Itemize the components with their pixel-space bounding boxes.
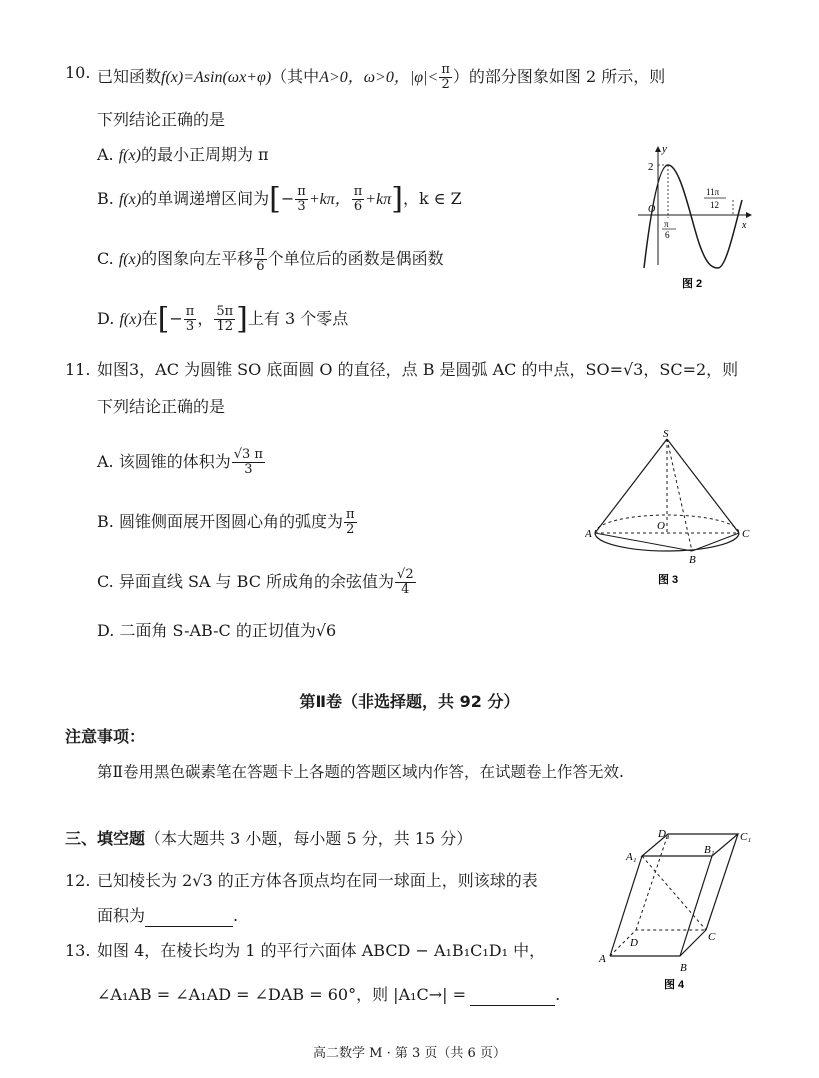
q11-stem: 如图3，AC 为圆锥 SO 底面圆 O 的直径，点 B 是圆弧 AC 的中点，SO=√3，SC=2，则: [97, 360, 739, 379]
q10-stem-frac: $\frac{\pi}{2}$: [441, 62, 450, 92]
q10-stem-c: A>0，ω>0，|φ|<: [319, 69, 439, 86]
fig3-AB: [595, 533, 692, 551]
fig4-base-visible: [610, 930, 706, 956]
fig2-caption: 图 2: [682, 278, 703, 290]
figure-4: [598, 826, 763, 996]
fig2-eleven-num: 11π: [706, 187, 720, 197]
fig4-B: B: [680, 962, 687, 974]
fig2-tick-2: 2: [648, 161, 654, 173]
q11-option-a: A. 该圆锥的体积为 $\frac{√3 \pi}{3}$: [97, 447, 263, 477]
q10-stem-a: 已知函数: [97, 67, 162, 86]
fig2-x-arrow: [746, 212, 752, 218]
q10-option-b: B. f(x)的单调递增区间为[− $\frac{\pi}{3}$ +kπ， $\frac{\pi}{6}$ +kπ]，k ∈ Z: [97, 181, 462, 217]
fig2-x-label: x: [742, 220, 747, 231]
q10-option-c: C. f(x)的图象向左平移 $\frac{\pi}{6}$ 个单位后的函数是偶函数: [97, 244, 444, 274]
q13-number: 13.: [65, 941, 91, 960]
fig2-curve: [644, 165, 742, 268]
q11-stem-line2: 下列结论正确的是: [97, 397, 226, 416]
fig3-O: O: [657, 520, 665, 532]
q10-option-a: A. f(x)的最小正周期为 π: [97, 145, 269, 164]
fig4-B1: B₁: [704, 844, 715, 856]
notice-title: 注意事项：: [65, 727, 146, 746]
fig2-pi-num: π: [664, 219, 669, 229]
q10-number: 10.: [65, 63, 91, 82]
q11-option-c: C. 异面直线 SA 与 BC 所成角的余弦值为 $\frac{√2}{4}$: [97, 567, 414, 597]
q11-number: 11.: [65, 360, 91, 379]
fig4-DD1: [636, 834, 668, 930]
fig4-C1: C₁: [740, 831, 752, 843]
fig3-A: A: [585, 528, 592, 540]
q10-option-d: D. f(x)在[− $\frac{\pi}{3}$ ， $\frac{5\pi}{12}$ ]上有 3 个零点: [97, 301, 349, 337]
q13-text1: 如图 4，在棱长均为 1 的平行六面体 ABCD − A₁B₁C₁D₁ 中，: [97, 941, 546, 960]
fig2-origin: O: [648, 204, 656, 215]
fig4-A1C: [642, 856, 706, 930]
q12-answer-blank: [145, 906, 233, 927]
fig2-y-label: y: [662, 143, 667, 155]
q11-option-d: D. 二面角 S-AB-C 的正切值为√6: [97, 621, 337, 640]
fig3-C: C: [742, 528, 750, 540]
page-footer: 高二数学 M · 第 3 页（共 6 页）: [313, 1046, 506, 1061]
fig4-C: C: [708, 931, 716, 943]
q12-number: 12.: [65, 871, 91, 890]
q13-answer-blank: [470, 985, 555, 1006]
notice-text: 第Ⅱ卷用黑色碳素笔在答题卡上各题的答题区域内作答，在试题卷上作答无效.: [97, 763, 624, 781]
q11-option-b: B. 圆锥侧面展开图圆心角的弧度为 $\frac{\pi}{2}$: [97, 507, 355, 537]
q13-text2: ∠A₁AB = ∠A₁AD = ∠DAB = 60°，则 |A₁C→| = .: [97, 985, 561, 1004]
fig2-eleven-den: 12: [710, 200, 719, 210]
figure-3: [585, 425, 760, 590]
figure-2: [630, 140, 760, 300]
fig4-D: D: [630, 937, 638, 949]
section3-heading: 三、填空题（本大题共 3 小题，每小题 5 分，共 15 分）: [65, 829, 473, 848]
fig4-A1: A₁: [626, 851, 637, 863]
fig3-caption: 图 3: [658, 574, 679, 586]
fig3-SA: [595, 439, 667, 533]
fig3-S: S: [663, 428, 669, 440]
q10-stem-formula: f(x)=Asin(ωx+φ): [161, 69, 272, 86]
fig4-caption: 图 4: [664, 979, 685, 991]
fig4-A: A: [599, 953, 606, 965]
q10-stem: [97, 63, 665, 92]
q10-stem-line2: 下列结论正确的是: [97, 110, 226, 129]
q10-stem-b: （其中: [271, 67, 320, 86]
fig4-base-hidden: [610, 930, 706, 956]
q12-text2: 面积为 .: [97, 906, 239, 925]
fig4-top: [642, 834, 738, 856]
fig3-B: B: [689, 554, 696, 566]
q10-stem-d: ）的部分图象如图 2 所示，则: [452, 67, 666, 86]
part2-title: 第Ⅱ卷（非选择题，共 92 分）: [299, 692, 520, 711]
fig4-D1: D₁: [658, 828, 670, 840]
fig2-y-arrow: [655, 146, 661, 152]
fig2-pi-den: 6: [665, 230, 670, 240]
q12-text1: 已知棱长为 2√3 的正方体各顶点均在同一球面上，则该球的表: [97, 871, 538, 890]
fig3-BC: [692, 533, 739, 551]
